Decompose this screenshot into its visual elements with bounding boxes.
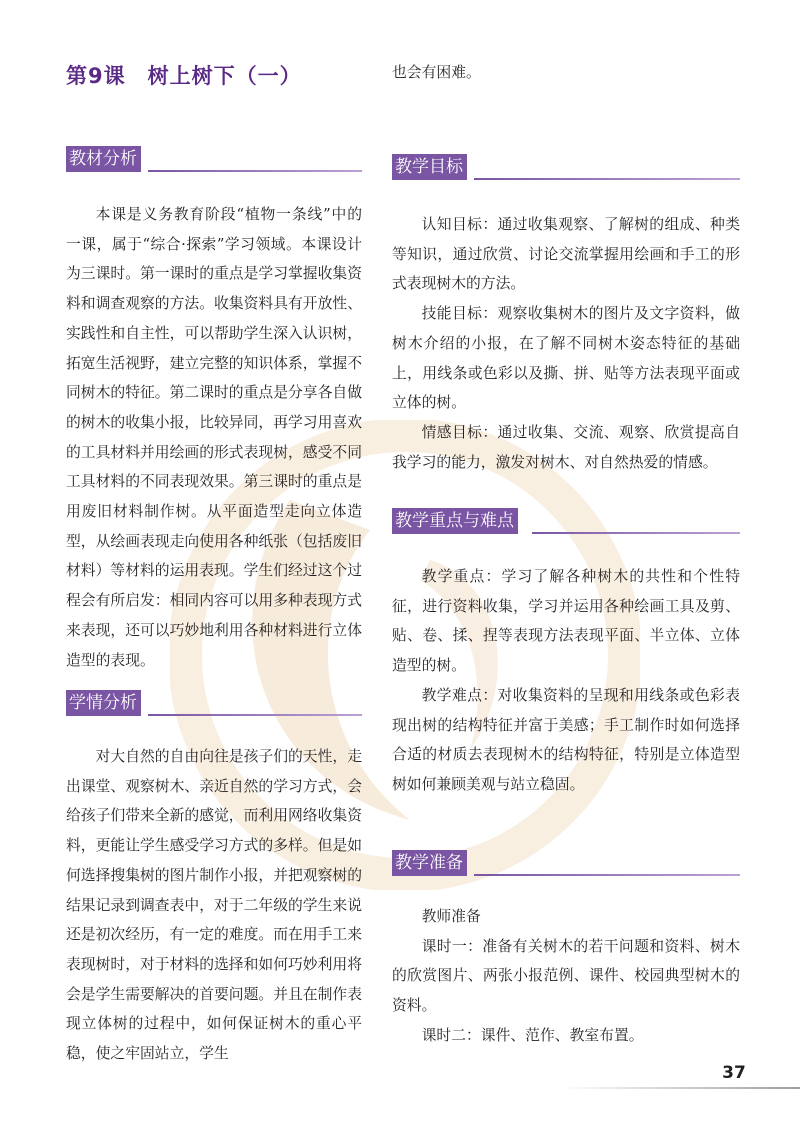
section-body-key-points xyxy=(392,562,740,800)
section-label: 教学目标 xyxy=(392,154,467,180)
continuation-text xyxy=(392,58,740,88)
paragraph: 教师准备 xyxy=(421,908,481,925)
section-divider xyxy=(474,874,740,876)
paragraph: 技能目标：观察收集树木的图片及文字资料，做树木介绍的小报，在了解不同树木姿态特征的基础上，用线条或色彩以及撕、拼、贴等方法表现平面或立体的树。 xyxy=(392,305,740,412)
paragraph: 本课是义务教育阶段“植物一条线”中的一课，属于“综合·探索”学习领域。本课设计为三课时。第一课时的重点是学习掌握收集资料和调查观察的方法。收集资料具有开放性、实践性和自主性，可以帮助学生深入认识树，拓宽生活视野，建立完整的知识体系，掌握不同树木的特征。第二课时的重点是分享各自做的树木的收集小报，比较异同，再学习用喜欢的工具材料并用绘画的形式表现树，感受不同工具材料的不同表现效果。第三课时的重点是用废旧材料制作树。从平面造型走向立体造型，从绘画表现走向使用各种纸张（包括废旧材料）等材料的运用表现。学生们经过这个过程会有所启发：相同内容可以用多种表现方式来表现，还可以巧妙地利用各种材料进行立体造型的表现。 xyxy=(66,206,362,669)
section-label: 学情分析 xyxy=(66,690,141,716)
page-number: 37 xyxy=(722,1063,746,1083)
section-divider xyxy=(148,714,362,716)
page-title: 第9课 树上树下（一） xyxy=(66,64,302,88)
section-header-key-points xyxy=(392,508,740,534)
paragraph: 情感目标：通过收集、交流、观察、欣赏提高自我学习的能力，激发对树木、对自然热爱的情感。 xyxy=(392,423,740,471)
section-label: 教材分析 xyxy=(66,146,141,172)
section-label: 教学重点与难点 xyxy=(392,508,518,534)
section-divider xyxy=(474,178,740,180)
section-body-textbook-analysis xyxy=(66,200,362,675)
footer-divider xyxy=(560,1087,800,1089)
section-label: 教学准备 xyxy=(392,850,467,876)
section-header-teaching-objectives xyxy=(392,154,740,180)
section-header-textbook-analysis xyxy=(66,146,362,172)
section-header-teaching-preparation xyxy=(392,850,740,876)
paragraph: 教学难点：对收集资料的呈现和用线条或色彩表现出树的结构特征并富于美感；手工制作时如何选择合适的材质去表现树木的结构特征，特别是立体造型树如何兼顾美观与站立稳固。 xyxy=(392,686,740,793)
paragraph: 也会有困难。 xyxy=(392,64,481,81)
section-body-teaching-preparation xyxy=(392,902,740,1051)
paragraph: 对大自然的自由向往是孩子们的天性，走出课堂、观察树木、亲近自然的学习方式，会给孩子们带来全新的感觉，而利用网络收集资料，更能让学生感受学习方式的多样。但是如何选择搜集树的图片制作小报，并把观察树的结果记录到调查表中，对于二年级的学生来说还是初次经历，有一定的难度。而在用手工来表现树时，对于材料的选择和如何巧妙利用将会是学生需要解决的首要问题。并且在制作表现立体树的过程中，如何保证树木的重心平稳，使之牢固站立，学生 xyxy=(66,748,362,1063)
paragraph: 课时一：准备有关树木的若干问题和资料、树木的欣赏图片、两张小报范例、课件、校园典型树木的资料。 xyxy=(392,937,740,1015)
paragraph: 课时二：课件、范作、教室布置。 xyxy=(421,1026,644,1044)
section-divider xyxy=(148,170,362,172)
paragraph: 教学重点：学习了解各种树木的共性和个性特征，进行资料收集，学习并运用各种绘画工具及剪、贴、卷、揉、捏等表现方法表现平面、半立体、立体造型的树。 xyxy=(392,568,740,675)
paragraph: 认知目标：通过收集观察、了解树的组成、种类等知识，通过欣赏、讨论交流掌握用绘画和手工的形式表现树木的方法。 xyxy=(392,216,740,293)
section-body-teaching-objectives xyxy=(392,210,740,477)
section-divider xyxy=(532,532,740,534)
section-header-learner-analysis xyxy=(66,690,362,716)
section-body-learner-analysis xyxy=(66,742,362,1069)
